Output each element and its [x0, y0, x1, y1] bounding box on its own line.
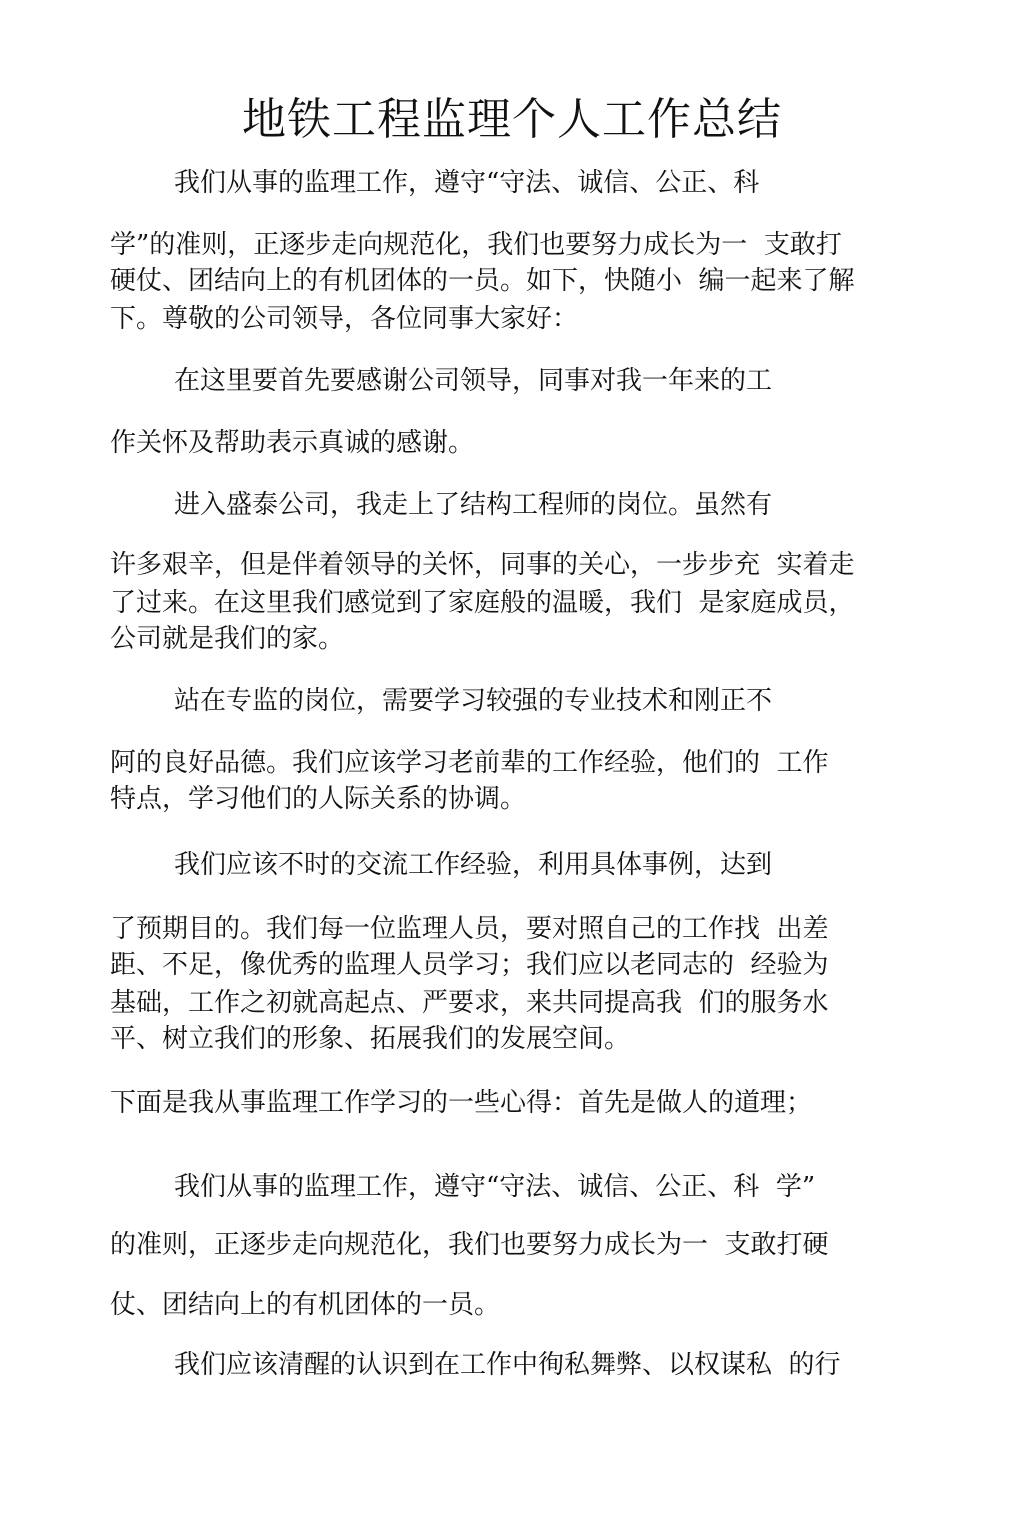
paragraph-line: 阿的良好品德。我们应该学习老前辈的工作经验，他们的 工作 — [110, 748, 829, 778]
paragraph-line: 硬仗、团结向上的有机团体的一员。如下，快随小 编一起来了解 — [110, 266, 855, 296]
paragraph-line: 公司就是我们的家。 — [110, 624, 345, 654]
paragraph-line: 我们从事的监理工作，遵守“守法、诚信、公正、科 — [174, 168, 760, 198]
paragraph-line: 进入盛泰公司，我走上了结构工程师的岗位。虽然有 — [174, 490, 773, 520]
paragraph-line: 我们应该清醒的认识到在工作中徇私舞弊、以权谋私 的行 — [174, 1350, 841, 1380]
paragraph-line: 下。尊敬的公司领导，各位同事大家好： — [110, 304, 579, 334]
paragraph-line: 了过来。在这里我们感觉到了家庭般的温暖，我们 是家庭成员， — [110, 588, 855, 618]
paragraph-line: 仗、团结向上的有机团体的一员。 — [110, 1290, 501, 1320]
document-title: 地铁工程监理个人工作总结 — [242, 94, 782, 145]
paragraph-line: 基础，工作之初就高起点、严要求，来共同提高我 们的服务水 — [110, 988, 829, 1018]
paragraph-line: 我们应该不时的交流工作经验，利用具体事例，达到 — [174, 850, 773, 880]
paragraph-line: 我们从事的监理工作，遵守“守法、诚信、公正、科 学” — [174, 1172, 816, 1202]
paragraph-line: 了预期目的。我们每一位监理人员，要对照自己的工作找 出差 — [110, 914, 829, 944]
paragraph-line: 站在专监的岗位，需要学习较强的专业技术和刚正不 — [174, 686, 773, 716]
paragraph-line: 特点，学习他们的人际关系的协调。 — [110, 784, 527, 814]
paragraph-line: 在这里要首先要感谢公司领导，同事对我一年来的工 — [174, 366, 773, 396]
paragraph-line: 平、树立我们的形象、拓展我们的发展空间。 — [110, 1024, 631, 1054]
paragraph-line: 作关怀及帮助表示真诚的感谢。 — [110, 428, 475, 458]
paragraph-line: 许多艰辛，但是伴着领导的关怀，同事的关心，一步步充 实着走 — [110, 550, 855, 580]
paragraph-line: 的准则，正逐步走向规范化，我们也要努力成长为一 支敢打硬 — [110, 1230, 829, 1260]
paragraph-line: 距、不足，像优秀的监理人员学习；我们应以老同志的 经验为 — [110, 950, 829, 980]
paragraph-line: 下面是我从事监理工作学习的一些心得：首先是做人的道理； — [110, 1088, 813, 1118]
paragraph-line: 学”的准则，正逐步走向规范化，我们也要努力成长为一 支敢打 — [110, 230, 842, 260]
